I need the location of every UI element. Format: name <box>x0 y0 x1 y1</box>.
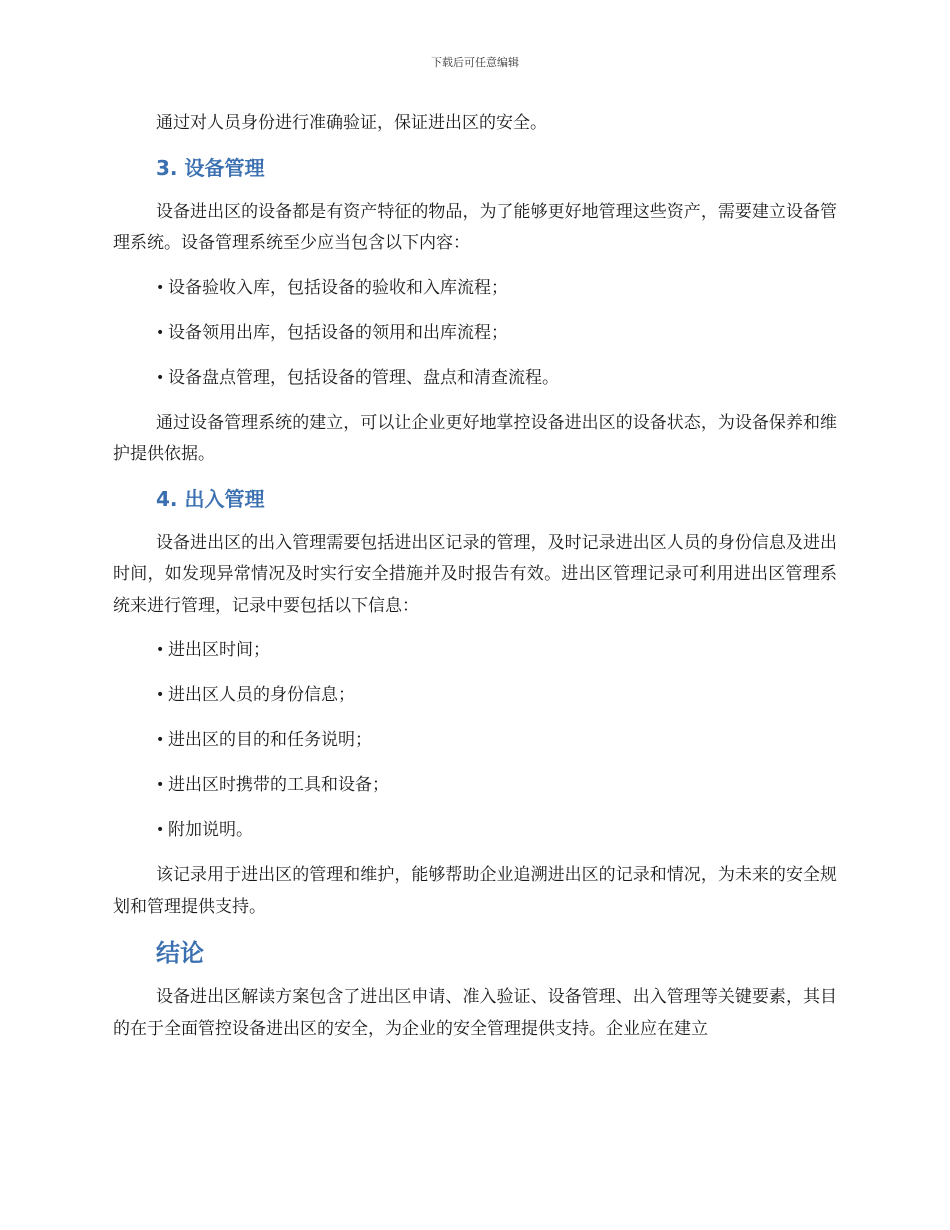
bullet-icon: • <box>156 777 165 793</box>
document-body <box>113 108 837 1045</box>
access-paragraph-1: 设备进出区的出入管理需要包括进出区记录的管理，及时记录进出区人员的身份信息及进出时间，如发现异常情况及时实行安全措施并及时报告有效。进出区管理记录可利用进出区管理系统来进行管理，记录中要包括以下信息： <box>113 532 837 616</box>
list-item <box>113 363 837 395</box>
section-heading-access: 4. 出入管理 <box>156 486 265 511</box>
list-item <box>113 680 837 712</box>
bullet-icon: • <box>156 369 165 386</box>
list-item-text: 进出区人员的身份信息； <box>168 685 355 705</box>
conclusion-paragraph-1: 设备进出区解读方案包含了进出区申请、准入验证、设备管理、出入管理等关键要素，其目的在于全面管控设备进出区的安全，为企业的安全管理提供支持。企业应在建立 <box>113 987 837 1039</box>
equipment-paragraph-1: 设备进出区的设备都是有资产特征的物品，为了能够更好地管理这些资产，需要建立设备管理系统。设备管理系统至少应当包含以下内容： <box>113 201 837 253</box>
list-item <box>113 770 837 802</box>
list-item-text: 进出区时携带的工具和设备； <box>168 775 389 795</box>
list-item-text: 设备盘点管理，包括设备的管理、盘点和清查流程。 <box>168 367 559 388</box>
bullet-icon: • <box>156 324 165 341</box>
access-paragraph-2: 该记录用于进出区的管理和维护，能够帮助企业追溯进出区的记录和情况，为未来的安全规划和管理提供支持。 <box>113 865 837 917</box>
list-item <box>113 318 837 350</box>
bullet-icon: • <box>156 642 165 658</box>
bullet-icon: • <box>156 732 165 748</box>
list-item-text: 设备验收入库，包括设备的验收和入库流程； <box>168 277 508 298</box>
bullet-icon: • <box>156 279 165 296</box>
list-item-text: 附加说明。 <box>168 820 253 840</box>
list-item <box>113 725 837 757</box>
equipment-paragraph-2: 通过设备管理系统的建立，可以让企业更好地掌控设备进出区的设备状态，为设备保养和维护提供依据。 <box>113 412 837 464</box>
section-heading-conclusion: 结论 <box>156 939 204 967</box>
section-heading-equipment: 3. 设备管理 <box>156 155 265 180</box>
list-item-text: 进出区时间； <box>168 640 270 660</box>
page-header: 下载后可任意编辑 <box>431 56 519 69</box>
list-item <box>113 815 837 847</box>
list-item <box>113 635 837 667</box>
intro-paragraph: 通过对人员身份进行准确验证，保证进出区的安全。 <box>156 113 547 133</box>
bullet-icon: • <box>156 822 165 838</box>
list-item-text: 进出区的目的和任务说明； <box>168 730 372 750</box>
bullet-icon: • <box>156 687 165 703</box>
list-item <box>113 273 837 305</box>
list-item-text: 设备领用出库，包括设备的领用和出库流程； <box>168 322 508 343</box>
